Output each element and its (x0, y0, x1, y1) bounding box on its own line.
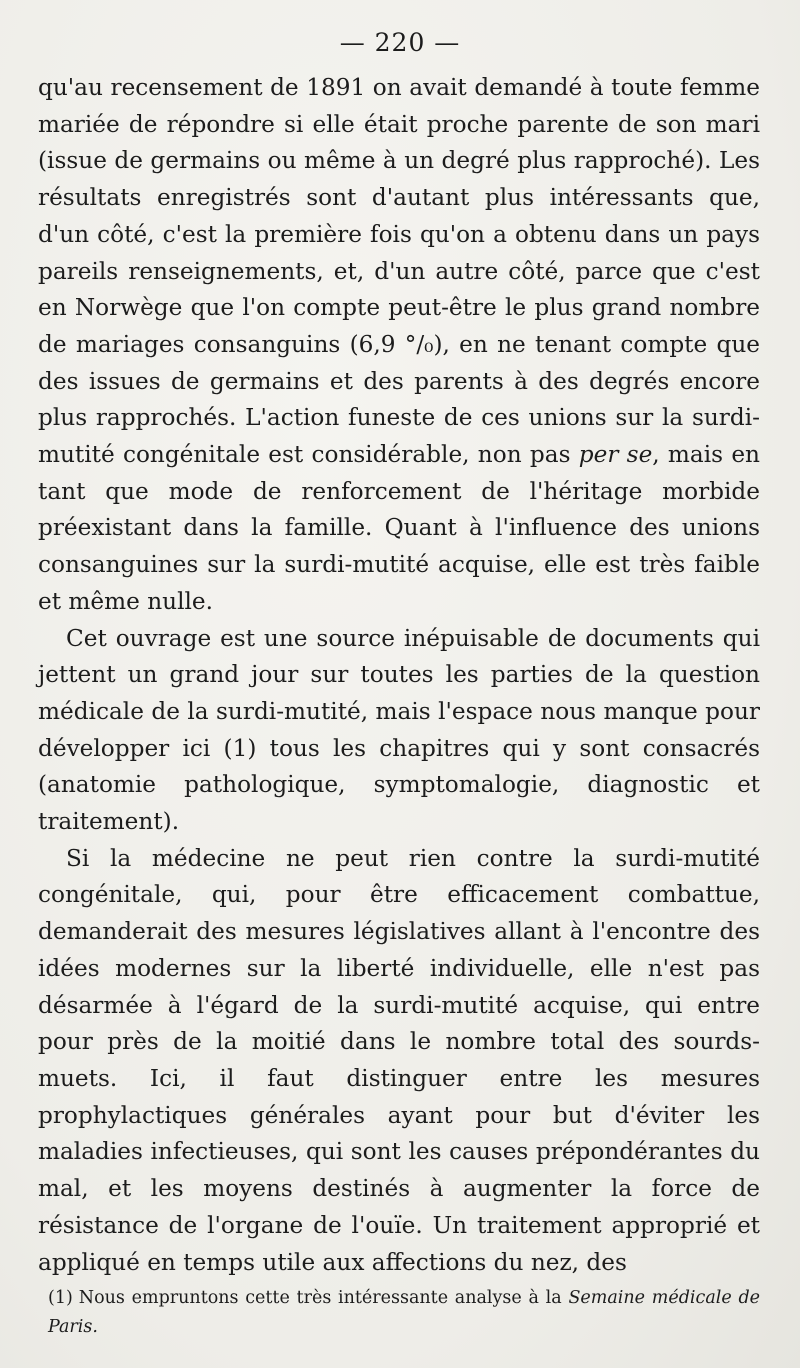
latin-phrase-per-se: per se (578, 441, 653, 469)
footnote-marker: (1) (48, 1288, 73, 1308)
paragraph-3-text: Si la médecine ne peut rien contre la surdi-mutité congénitale, qui, pour être efficacement combattue, demanderait des mesures législatives allant à l'encontre des idées modernes sur la liberté individuelle, elle n'est pas désarmée à l'égard de la surdi-mutité acquise, qui entre pour près de la moitié dans le nombre total des sourds-muets. Ici, il faut distinguer entre les mesures prophylactiques générales ayant pour but d'éviter les maladies infectieuses, qui sont les causes prépondérantes du mal, et les moyens destinés à augmenter la force de résistance de l'organe de l'ouïe. Un traitement approprié et appliqué en temps utile aux affections du nez, des (38, 844, 760, 1276)
paragraph-1 (38, 70, 760, 621)
paragraph-1-text-b: , mais en tant que mode de renforcement de l'héritage morbide préexistant dans la famille. Quant à l'influence des unions consanguines sur la surdi-mutité acquise, elle est très faible et même nulle. (38, 441, 760, 615)
page-number: — 220 — (339, 28, 461, 57)
paragraph-2 (38, 621, 760, 841)
paragraph-2-text: Cet ouvrage est une source inépuisable de documents qui jettent un grand jour sur toutes les parties de la question médicale de la surdi-mutité, mais l'espace nous manque pour développer ici (1) tous les chapitres qui y sont consacrés (anatomie pathologique, symptomalogie, diagnostic et traitement). (38, 624, 760, 836)
paragraph-1-text-a: qu'au recensement de 1891 on avait demandé à toute femme mariée de répondre si elle était proche parente de son mari (issue de germains ou même à un degré plus rapproché). Les résultats enregistrés sont d'autant plus intéressants que, d'un côté, c'est la première fois qu'on a obtenu dans un pays pareils renseignements, et, d'un autre côté, parce que c'est en Norwège que l'on compte peut-être le plus grand nombre de mariages consanguins (6,9 °/₀), en ne tenant compte que des issues de germains et des parents à des degrés encore plus rapprochés. L'action funeste de ces unions sur la surdi-mutité congénitale est considérable, non pas (38, 74, 760, 469)
body-text (38, 70, 760, 1281)
footnote-text: Nous empruntons cette très intéressante analyse à la (78, 1288, 569, 1308)
footnote (48, 1284, 760, 1342)
paragraph-3 (38, 841, 760, 1281)
footnote-journal-title: Semaine médicale de Paris. (48, 1288, 760, 1337)
